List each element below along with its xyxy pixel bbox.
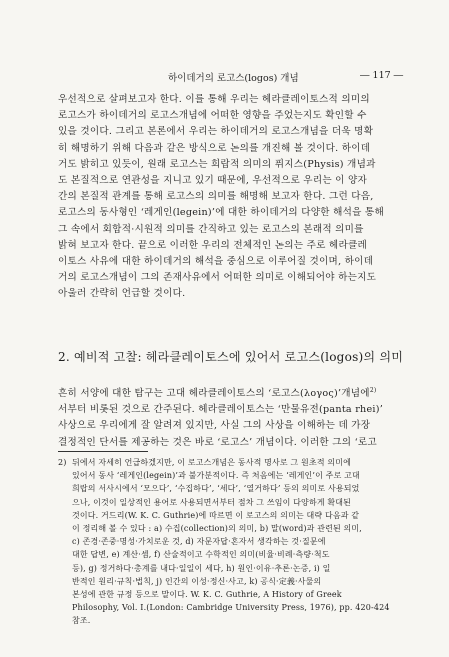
footnote-line: 으나, 이것이 일상적인 용어로 사용되면서부터 점차 그 쓰임이 다양하게 확대된	[72, 497, 352, 507]
footnote-number: 2)	[58, 458, 67, 467]
footnote-line: 이 정리해 볼 수 있다 : a) 수집(collection)의 의미, b) 말(word)과 관련된 의미,	[72, 523, 363, 533]
text-line-content: 흔히 서양에 대한 탐구는 고대 헤라클레이토스의 ‘로고스(λογος)’개념에	[58, 388, 370, 399]
text-line: 로고스가 하이데거의 로고스개념에 어떠한 영향을 주었는지도 확인할 수	[58, 110, 367, 122]
text-line: 있을 것이다. 그리고 본론에서 우리는 하이데거의 로고스개념을 더욱 명확	[58, 126, 374, 138]
footnote-line: 본성에 관한 규정 등으로 말이다. W. K. C. Guthrie, A History of Greek	[72, 589, 342, 599]
text-line: 아울러 간략히 언급할 것이다.	[58, 288, 186, 300]
text-line: 사상으로 우리에게 잘 알려져 있지만, 사실 그의 사상을 이해하는 데 가장	[58, 420, 371, 432]
section-heading: 2. 예비적 고찰: 헤라클레이토스에 있어서 로고스(logos)의 의미	[58, 350, 404, 364]
footnote-line: 등), g) 정거하다·총계를 내다·일일이 세다, h) 원인·이유·추론·논증, i) 일	[72, 563, 331, 573]
footnote-line: c) 존경·존중·명성·가치로운 것, d) 자문자답·혼자서 생각하는 것·질문에	[72, 537, 326, 547]
text-line: 밝혀 보고자 한다. 끝으로 이러한 우리의 전체적인 논의는 주로 헤라클레	[58, 239, 368, 251]
footnote-line: 반적인 원리·규칙·법칙, j) 인간의 이성·정신·사고, k) 공식·定義·사물의	[72, 576, 322, 586]
footnote-line: 것이다. 거드리(W. K. C. Guthrie)에 따르면 이 로고스의 의미는 대략 다음과 같	[72, 510, 360, 520]
footnote-line	[58, 456, 403, 469]
text-line: 거의 로고스개념이 그의 존재사유에서 어떠한 의미로 이해되어야 하는지도	[58, 272, 377, 284]
footnote-line: 희랍의 서사시에서 ‘모으다’, ‘수집하다’, ‘세다’, ‘열거하다’ 등의 의미로 사용되었	[72, 484, 360, 494]
footnote	[58, 456, 403, 627]
text-line: 우선적으로 살펴보고자 한다. 이를 통해 우리는 헤라클레이토스적 의미의	[58, 94, 370, 105]
text-line: 거도 밝히고 있듯이, 원래 로고스는 희랍적 의미의 퓌지스(Physis) 개념과	[58, 158, 376, 170]
text-line: 도 본질적으로 연관성을 지니고 있기 때문에, 우선적으로 우리는 이 양자	[58, 174, 368, 186]
text-line: 결정적인 단서를 제공하는 것은 바로 ‘로고스’ 개념이다. 이러한 그의 ‘로고	[58, 436, 377, 448]
footnote-line: 참조.	[72, 616, 91, 626]
footnote-line: 대한 답변, e) 계산·셈, f) 산술적이고 수학적인 의미(비율·비례·측량·척도	[72, 550, 330, 560]
body-paragraph-2	[58, 386, 396, 451]
text-line: 서부터 비롯된 것으로 간주된다. 헤라클레이토스는 ‘만물유전(panta rhei)’	[58, 404, 383, 416]
footnote-text: 뒤에서 자세히 언급하겠지만, 이 로고스개념은 동사적 명사로 그 원초적 의미에	[72, 458, 352, 467]
body-paragraph-1	[58, 92, 396, 302]
text-line: 간의 본질적 관계를 통해 로고스의 의미를 해명해 보고자 한다. 그런 다음,	[58, 191, 374, 203]
running-header	[0, 70, 449, 86]
text-line: 히 해명하기 위해 다음과 같은 방식으로 논의를 개진해 볼 것이다. 하이데	[58, 142, 371, 154]
text-line: 그 속에서 회합적·시원적 의미를 간직하고 있는 로고스의 본래적 의미를	[58, 223, 364, 235]
footnote-line: Philosophy, Vol. I.(London: Cambridge University Press, 1976), pp. 420-424	[72, 603, 390, 613]
text-line: 로고스의 동사형인 ‘레게인(legein)’에 대한 하이데거의 다양한 해석을 통해	[58, 207, 384, 219]
text-line	[58, 386, 396, 402]
footnote-divider	[58, 451, 148, 452]
page-number: ― 117 ―	[360, 70, 404, 81]
footnote-line: 있어서 동사 ‘레게인(legein)’과 불가분적이다. 즉 처음에는 ‘레게인’이 주로 고대	[72, 471, 360, 481]
footnote-marker: 2)	[369, 386, 377, 394]
running-title: 하이데거의 로고스(logos) 개념	[168, 73, 299, 84]
text-line: 이토스 사유에 대한 하이데거의 해석을 중심으로 이루어질 것이며, 하이데	[58, 255, 374, 267]
